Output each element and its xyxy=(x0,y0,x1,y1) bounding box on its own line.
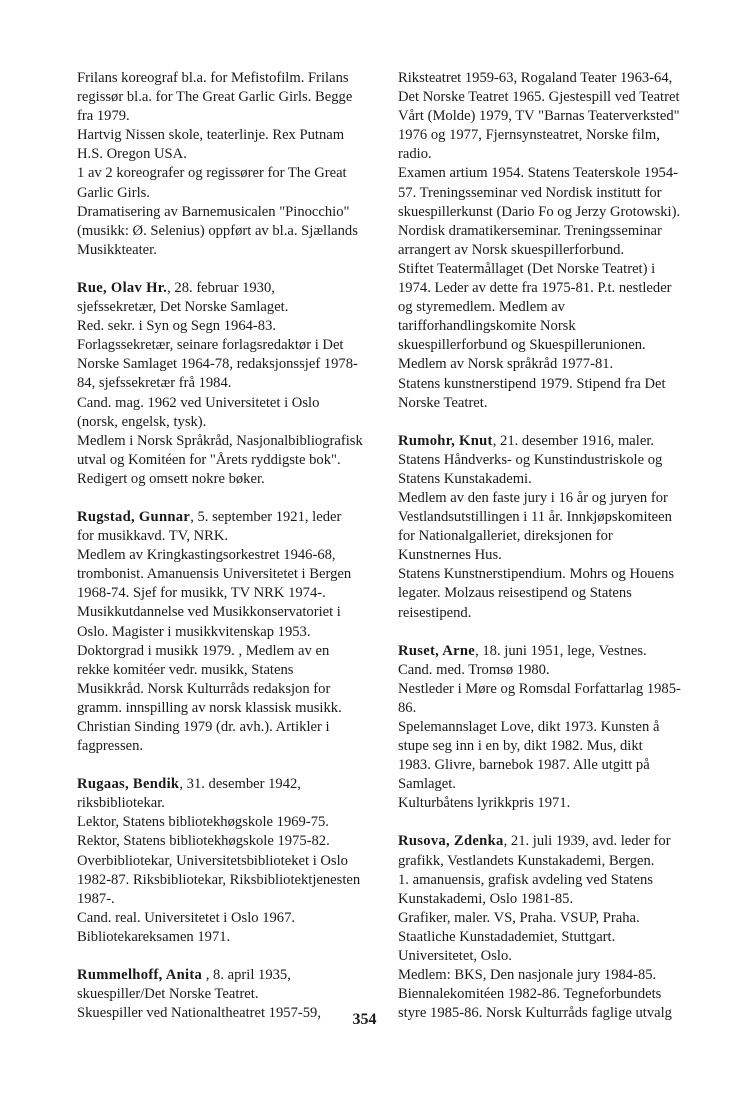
page-number: 354 xyxy=(352,1011,377,1028)
entry-head-text: , 28. februar 1930, sjefssekretær, Det Norske Samlaget. xyxy=(77,279,289,316)
entry-name: Rummelhoff, Anita xyxy=(77,967,203,984)
right-column xyxy=(398,69,708,1042)
entry-line: Rektor, Statens bibliotekhøgskole 1975-82. xyxy=(77,833,330,850)
entry-name: Rugstad, Gunnar xyxy=(77,508,191,525)
entry-heading xyxy=(77,508,377,546)
entry-line: Medlem av Kringkastingsorkestret 1946-68, trombonist. Amanuensis Universitetet i Bergen 1968-74. Sjef for musikk, TV NRK 1974-. xyxy=(77,547,352,602)
intro-line: Stiftet Teatermållaget (Det Norske Teatret) i 1974. Leder av dette fra 1975-81. P.t. nestleder og styremedlem. Medlem av tarifforhandlingskomite Norsk skuespillerforbund og Skuespillerunionen. xyxy=(398,260,672,354)
entry-head-text: , 21. desember 1916, maler. xyxy=(492,432,655,449)
intro-line: Riksteatret 1959-63, Rogaland Teater 1963-64, Det Norske Teatret 1965. Gjestespill ved Teatret Vårt (Molde) 1979, TV "Barnas Teaterverksted" 1976 og 1977, Fjernsynsteatret, Norske film, radio. xyxy=(398,70,680,163)
entry-line: Statens Kunstnerstipendium. Mohrs og Houens legater. Molzaus reisestipend og Statens reisestipend. xyxy=(398,566,675,621)
intro-line: Examen artium 1954. Statens Teaterskole 1954- 57. Treningsseminar ved Nordisk institutt for skuespillerkunst (Dario Fo og Jerzy Grotowski). xyxy=(398,165,681,220)
entry-rugstad-gunnar xyxy=(77,508,377,756)
entry-line: Overbibliotekar, Universitetsbiblioteket i Oslo 1982-87. Riksbibliotekar, Riksbibliotektjenesten 1987-. xyxy=(77,852,361,907)
entry-line: Medlem i Norsk Språkråd, Nasjonalbibliografisk utval og Komitéen for "Årets ryddigste bok". xyxy=(77,432,363,468)
entry-line: Cand. real. Universitetet i Oslo 1967. xyxy=(77,909,296,926)
entry-name: Rusova, Zdenka xyxy=(398,833,504,850)
entry-line: Spelemannslaget Love, dikt 1973. Kunsten å stupe seg inn i en by, dikt 1982. Mus, dikt 1983. Glivre, barnebok 1987. Alle utgitt på Samlaget. xyxy=(398,719,660,793)
entry-line: Grafiker, maler. VS, Praha. VSUP, Praha. Staatliche Kunstadademiet, Stuttgart. Universitetet, Oslo. xyxy=(398,909,640,965)
entry-rugaas-bendik xyxy=(77,775,377,947)
intro-line: Dramatisering av Barnemusicalen "Pinocchio" (musikk: Ø. Selenius) oppført av bl.a. Sjællands Musikkteater. xyxy=(77,203,358,258)
left-column xyxy=(77,69,377,1042)
entry-line: Nestleder i Møre og Romsdal Forfattarlag 1985- 86. xyxy=(398,680,681,716)
entry-head-text: , 5. september 1921, leder for musikkavd. TV, NRK. xyxy=(77,508,342,545)
entry-line: Cand. med. Tromsø 1980. xyxy=(398,661,550,678)
entry-rumohr-knut xyxy=(398,432,708,623)
entry-name: Rugaas, Bendik xyxy=(77,776,180,793)
entry-line: Medlem av den faste jury i 16 år og juryen for Vestlandsutstillingen i 11 år. Innkjøpskomiteen for Nationalgalleriet, direksjonen for Kunstnernes Hus. xyxy=(398,489,672,564)
intro-line: Frilans koreograf bl.a. for Mefistofilm. Frilans regissør bl.a. for The Great Garlic Girls. Begge fra 1979. xyxy=(77,70,353,125)
entry-line: Red. sekr. i Syn og Segn 1964-83. xyxy=(77,318,277,335)
entry-heading xyxy=(77,775,377,813)
entry-line: Lektor, Statens bibliotekhøgskole 1969-75. xyxy=(77,814,329,831)
entry-heading xyxy=(398,832,708,870)
entry-heading xyxy=(77,966,377,1004)
entry-line: Statens Håndverks- og Kunstindustriskole og Statens Kunstakademi. xyxy=(398,451,663,487)
intro-line: Statens kunstnerstipend 1979. Stipend fra Det Norske Teatret. xyxy=(398,375,666,411)
entry-line: Skuespiller ved Nationaltheatret 1957-59, xyxy=(77,1005,321,1022)
entry-head-text: , 21. juli 1939, avd. leder for grafikk, Vestlandets Kunstakademi, Bergen. xyxy=(398,833,671,869)
entry-line: Bibliotekareksamen 1971. xyxy=(77,928,231,945)
entry-heading xyxy=(398,432,708,451)
entry-name: Rue, Olav Hr. xyxy=(77,279,168,296)
entry-name: Ruset, Arne xyxy=(398,642,476,659)
entry-rusova-zdenka xyxy=(398,832,708,1023)
intro-line: Hartvig Nissen skole, teaterlinje. Rex Putnam H.S. Oregon USA. xyxy=(77,127,345,163)
entry-head-text: , 31. desember 1942, riksbibliotekar. xyxy=(77,776,301,812)
entry-line: Redigert og omsett nokre bøker. xyxy=(77,470,265,487)
entry-ruset-arne xyxy=(398,642,708,814)
intro-line: Medlem av Norsk språkråd 1977-81. xyxy=(398,356,614,373)
entry-line: Kulturbåtens lyrikkpris 1971. xyxy=(398,795,571,812)
intro-line: Nordisk dramatikerseminar. Treningsseminar arrangert av Norsk skuespillerforbund. xyxy=(398,222,662,258)
entry-head-text: , 8. april 1935, skuespiller/Det Norske Teatret. xyxy=(77,967,291,1003)
left-intro xyxy=(77,69,377,260)
entry-heading xyxy=(398,642,708,661)
entry-line: Forlagssekretær, seinare forlagsredaktør i Det Norske Samlaget 1964-78, redaksjonssjef 1978- 84, sjefssekretær frå 1984. xyxy=(77,337,358,392)
entry-rue-olav xyxy=(77,279,377,489)
intro-line: 1 av 2 koreografer og regissører for The Great Garlic Girls. xyxy=(77,165,347,201)
entry-line: 1. amanuensis, grafisk avdeling ved Statens Kunstakademi, Oslo 1981-85. xyxy=(398,871,653,907)
entry-head-text: , 18. juni 1951, lege, Vestnes. xyxy=(475,642,647,659)
entry-line: Christian Sinding 1979 (dr. avh.). Artikler i fagpressen. xyxy=(77,719,330,755)
entry-line: Doktorgrad i musikk 1979. , Medlem av en rekke komitéer vedr. musikk, Statens Musikkråd. Norsk Kulturråds redaksjon for gramm. innspilling av norsk klassisk musikk. xyxy=(77,642,342,716)
entry-heading xyxy=(77,279,377,317)
entry-name: Rumohr, Knut xyxy=(398,432,493,449)
entry-line: Musikkutdannelse ved Musikkonservatoriet i Oslo. Magister i musikkvitenskap 1953. xyxy=(77,604,341,640)
entry-line: Cand. mag. 1962 ved Universitetet i Oslo (norsk, engelsk, tysk). xyxy=(77,394,320,430)
right-intro xyxy=(398,69,708,413)
entry-line: Medlem: BKS, Den nasjonale jury 1984-85. Biennalekomitéen 1982-86. Tegneforbundets styre 1985-86. Norsk Kulturråds faglige utvalg xyxy=(398,967,672,1022)
